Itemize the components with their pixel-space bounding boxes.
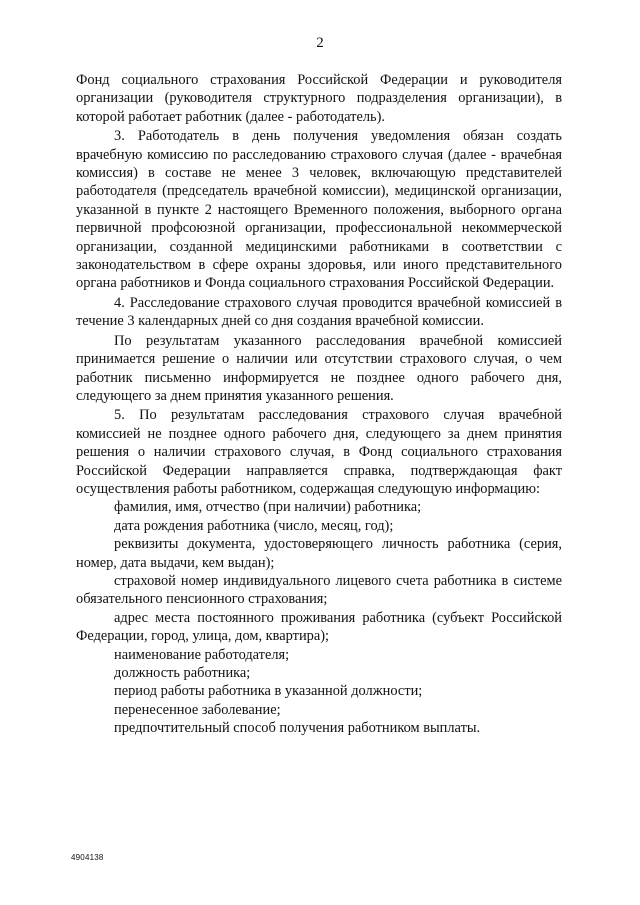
list-item-payment-method: предпочтительный способ получения работником выплаты. xyxy=(114,720,481,737)
page-number: 2 xyxy=(316,35,324,51)
document-body xyxy=(76,71,562,738)
list-item-birth-date: дата рождения работника (число, месяц, год); xyxy=(114,517,394,534)
list-item-address: адрес места постоянного проживания работника (субъект Российской Федерации, город, улица, дом, квартира); xyxy=(76,609,562,645)
paragraph-continuation: Фонд социального страхования Российской Федерации и руководителя организации (руководителя структурного подразделения организации), в которой работает работник (далее - работодатель). xyxy=(76,72,562,125)
list-item-identity-document: реквизиты документа, удостоверяющего личность работника (серия, номер, дата выдачи, кем выдан); xyxy=(76,536,562,571)
list-item-work-period: период работы работника в указанной должности; xyxy=(114,683,423,700)
document-number: 4904138 xyxy=(71,853,104,862)
list-item-full-name: фамилия, имя, отчество (при наличии) работника; xyxy=(114,499,422,516)
list-item-insurance-number: страховой номер индивидуального лицевого счета работника в системе обязательного пенсионного страхования; xyxy=(76,572,562,608)
paragraph-item-3: 3. Работодатель в день получения уведомления обязан создать врачебную комиссию по расследованию страхового случая (далее - врачебная комиссия) в составе не менее 3 человек, включающую представителей работодателя (председатель врачебной комиссии), медицинской организации, указанной в пункте 2 настоящего Временного положения, выборного органа первичной профсоюзной организации, профессиональной некоммерческой организации, созданной медицинскими работниками в соответствии с законодательством в сфере охраны здоровья, или иного представительного органа работников и Фонда социального страхования Российской Федерации. xyxy=(76,128,562,292)
paragraph-item-4: 4. Расследование страхового случая проводится врачебной комиссией в течение 3 календарных дней со дня создания врачебной комиссии. xyxy=(76,294,562,330)
paragraph-investigation-result: По результатам указанного расследования врачебной комиссией принимается решение о наличии или отсутствии страхового случая, о чем работник письменно информируется не позднее одного рабочего дня, следующего за днем принятия указанного решения. xyxy=(76,332,562,404)
paragraph-item-5: 5. По результатам расследования страхового случая врачебной комиссией не позднее одного рабочего дня, следующего за днем принятия решения о наличии страхового случая, в Фонд социального страхования Российской Федерации направляется справка, подтверждающая факт осуществления работы работником, содержащая следующую информацию: xyxy=(76,407,562,497)
list-item-position: должность работника; xyxy=(114,665,251,681)
list-item-disease: перенесенное заболевание; xyxy=(114,701,281,718)
list-item-employer-name: наименование работодателя; xyxy=(114,646,290,663)
